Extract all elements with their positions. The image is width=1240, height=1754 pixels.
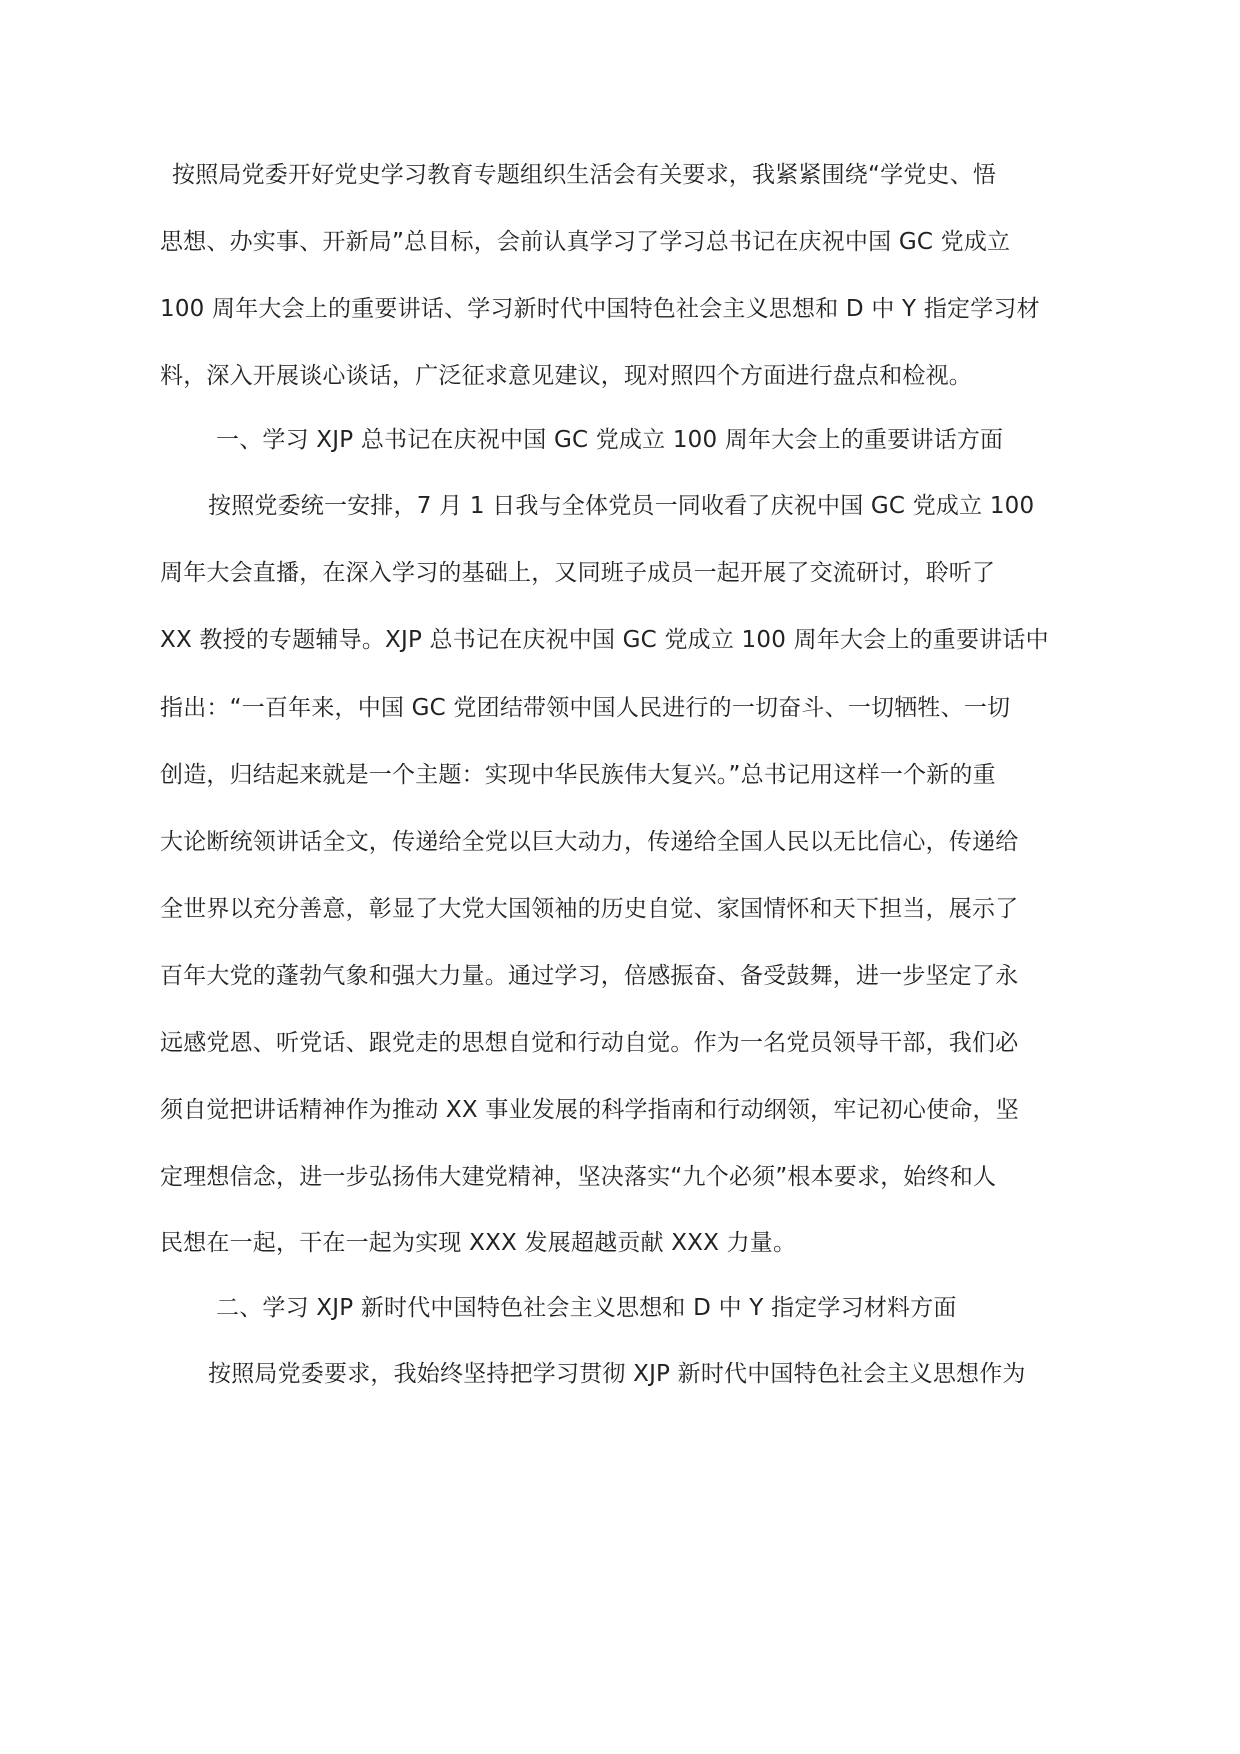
paragraph-line: 指出：“一百年来，中国 GC 党团结带领中国人民进行的一切奋斗、一切牺牲、一切	[160, 695, 1011, 721]
paragraph-line: 民想在一起，干在一起为实现 XXX 发展超越贡献 XXX 力量。	[160, 1230, 797, 1256]
paragraph-line: 百年大党的蓬勃气象和强大力量。通过学习，倍感振奋、备受鼓舞，进一步坚定了永	[160, 963, 1019, 989]
section-heading: 二、学习 XJP 新时代中国特色社会主义思想和 D 中 Y 指定学习材料方面	[216, 1295, 957, 1321]
paragraph-line: 大论断统领讲话全文，传递给全党以巨大动力，传递给全国人民以无比信心，传递给	[160, 829, 1019, 855]
paragraph-line: 创造，归结起来就是一个主题：实现中华民族伟大复兴。”总书记用这样一个新的重	[160, 762, 996, 788]
paragraph-line: 周年大会直播，在深入学习的基础上，又同班子成员一起开展了交流研讨，聆听了	[160, 560, 996, 586]
section-heading: 一、学习 XJP 总书记在庆祝中国 GC 党成立 100 周年大会上的重要讲话方面	[216, 427, 1004, 453]
paragraph-line: 远感党恩、听党话、跟党走的思想自觉和行动自觉。作为一名党员领导干部，我们必	[160, 1030, 1019, 1056]
paragraph-line: XX 教授的专题辅导。XJP 总书记在庆祝中国 GC 党成立 100 周年大会上的重要讲话中	[160, 627, 1049, 653]
paragraph-line: 料，深入开展谈心谈话，广泛征求意见建议，现对照四个方面进行盘点和检视。	[160, 363, 972, 389]
paragraph-line: 全世界以充分善意，彰显了大党大国领袖的历史自觉、家国情怀和天下担当，展示了	[160, 896, 1019, 922]
paragraph-line: 按照局党委开好党史学习教育专题组织生活会有关要求，我紧紧围绕“学党史、悟	[172, 162, 997, 188]
paragraph-line: 按照局党委要求，我始终坚持把学习贯彻 XJP 新时代中国特色社会主义思想作为	[208, 1361, 1026, 1387]
paragraph-line: 思想、办实事、开新局”总目标，会前认真学习了学习总书记在庆祝中国 GC 党成立	[160, 229, 1011, 255]
paragraph-line: 定理想信念，进一步弘扬伟大建党精神，坚决落实“九个必须”根本要求，始终和人	[160, 1164, 997, 1190]
paragraph-line: 按照党委统一安排，7 月 1 日我与全体党员一同收看了庆祝中国 GC 党成立 100	[208, 493, 1035, 519]
paragraph-line: 须自觉把讲话精神作为推动 XX 事业发展的科学指南和行动纲领，牢记初心使命，坚	[160, 1097, 1019, 1123]
paragraph-line: 100 周年大会上的重要讲话、学习新时代中国特色社会主义思想和 D 中 Y 指定学习材	[160, 296, 1040, 322]
